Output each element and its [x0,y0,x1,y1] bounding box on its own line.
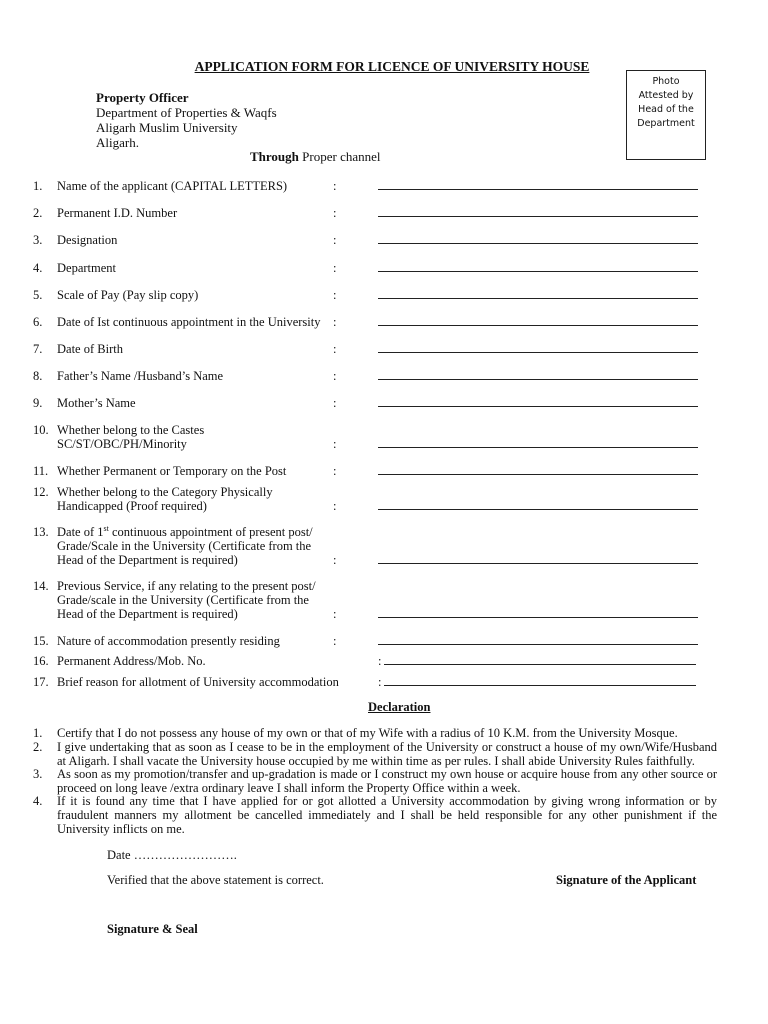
declaration-number: 3. [33,767,43,781]
allotment-reason-field[interactable] [384,685,696,686]
field-number: 3. [33,233,43,247]
through-bold: Through [250,149,299,164]
field-label: Scale of Pay (Pay slip copy) [57,288,199,302]
permanent-temporary-field[interactable] [378,474,698,475]
photo-box [626,70,706,160]
addressee-line: Aligarh. [96,135,139,150]
addressee-line: Department of Properties & Waqfs [96,105,277,120]
form-title: APPLICATION FORM FOR LICENCE OF UNIVERSITY HOUSE [194,59,590,74]
field-label: Designation [57,233,118,247]
superscript: st [103,523,109,533]
present-post-appointment-field[interactable] [378,563,698,564]
field-label: Brief reason for allotment of University accommodation [57,675,339,689]
photo-box-line: Department [637,118,695,129]
field-label: Whether Permanent or Temporary on the Post [57,464,287,478]
field-label: Date of Birth [57,342,123,356]
field-label: Father’s Name /Husband’s Name [57,369,224,383]
field-label: Head of the Department is required) [57,607,238,621]
mother-name-field[interactable] [378,406,698,407]
field-label: Handicapped (Proof required) [57,499,207,513]
field-colon: : [333,553,337,567]
field-label: Whether belong to the Category Physically [57,485,273,499]
declaration-number: 4. [33,794,43,808]
field-label: Previous Service, if any relating to the present post/ [57,579,316,593]
field-label: Name of the applicant (CAPITAL LETTERS) [57,179,288,193]
field-label: Department [57,261,117,275]
field-label [57,525,313,539]
field-number: 4. [33,261,43,275]
signature-applicant-label: Signature of the Applicant [556,873,697,887]
declaration-item: I give undertaking that as soon as I cease to be in the employment of the University or construct a house of my own/Wife/Husband at Aligarh. I shall vacate the University house occupied by me within time as per rules. I shall abide University Rules faithfully. [57,740,717,768]
field-number: 1. [33,179,43,193]
field-colon: : [378,675,382,689]
field-label: Grade/Scale in the University (Certificate from the [57,539,312,553]
field-number: 2. [33,206,43,220]
declaration-number: 1. [33,726,43,740]
signature-seal-label: Signature & Seal [107,922,198,936]
field-number: 9. [33,396,43,410]
field-colon: : [333,233,337,247]
declaration-item: As soon as my promotion/transfer and up-gradation is made or I construct my own house or acquire house from any other source or proceed on long leave /extra ordinary leave I shall inform the Property Office within a week. [57,767,717,795]
designation-field[interactable] [378,243,698,244]
declaration-number: 2. [33,740,43,754]
previous-service-field[interactable] [378,617,698,618]
addressee-line: Aligarh Muslim University [96,120,238,135]
field-label: Head of the Department is required) [57,553,238,567]
verified-statement: Verified that the above statement is correct. [107,873,324,887]
field-number: 12. [33,485,49,499]
field-number: 5. [33,288,43,302]
field-colon: : [333,396,337,410]
field-colon: : [333,315,337,329]
field-colon: : [333,179,337,193]
declaration-heading: Declaration [368,700,431,714]
field-colon: : [333,437,337,451]
field-number: 7. [33,342,43,356]
date-of-birth-field[interactable] [378,352,698,353]
physically-handicapped-field[interactable] [378,509,698,510]
permanent-address-field[interactable] [384,664,696,665]
field-label: SC/ST/OBC/PH/Minority [57,437,187,451]
caste-field[interactable] [378,447,698,448]
field-label: Permanent Address/Mob. No. [57,654,206,668]
field-label-part: continuous appointment of present post/ [108,525,313,539]
field-label: Mother’s Name [57,396,136,410]
field-colon: : [333,261,337,275]
field-colon: : [333,369,337,383]
field-colon: : [333,206,337,220]
field-label-part: Date of 1 [57,525,104,539]
field-number: 8. [33,369,43,383]
field-number: 10. [33,423,49,437]
date-label: Date ……………………. [107,848,237,862]
field-colon: : [333,288,337,302]
through-line [250,150,381,164]
photo-box-line: Attested by [638,90,694,101]
field-number: 14. [33,579,49,593]
field-colon: : [333,634,337,648]
field-label: Nature of accommodation presently residing [57,634,280,648]
field-number: 17. [33,675,49,689]
field-colon: : [378,654,382,668]
appointment-date-field[interactable] [378,325,698,326]
name-field[interactable] [378,189,698,190]
department-field[interactable] [378,271,698,272]
field-label: Whether belong to the Castes [57,423,205,437]
field-colon: : [333,464,337,478]
field-colon: : [333,607,337,621]
field-colon: : [333,499,337,513]
field-number: 6. [33,315,43,329]
field-number: 11. [33,464,49,478]
declaration-item: If it is found any time that I have applied for or got allotted a University accommodation by giving wrong information or by fraudulent manners my allotment be cancelled immediately and I shall be held responsible for any other punishment if the University inflicts on me. [57,794,717,836]
field-number: 13. [33,525,49,539]
accommodation-field[interactable] [378,644,698,645]
field-label: Permanent I.D. Number [57,206,178,220]
through-rest: Proper channel [298,149,381,164]
addressee-title: Property Officer [96,90,189,105]
photo-box-line: Head of the [638,104,694,115]
field-label: Grade/scale in the University (Certificate from the [57,593,309,607]
field-number: 16. [33,654,49,668]
scale-of-pay-field[interactable] [378,298,698,299]
field-number: 15. [33,634,49,648]
field-label: Date of Ist continuous appointment in the University [57,315,321,329]
id-number-field[interactable] [378,216,698,217]
father-husband-name-field[interactable] [378,379,698,380]
declaration-item: Certify that I do not possess any house of my own or that of my Wife with a radius of 10 K.M. from the University Mosque. [57,726,678,740]
field-colon: : [333,342,337,356]
photo-box-line: Photo [652,76,680,87]
